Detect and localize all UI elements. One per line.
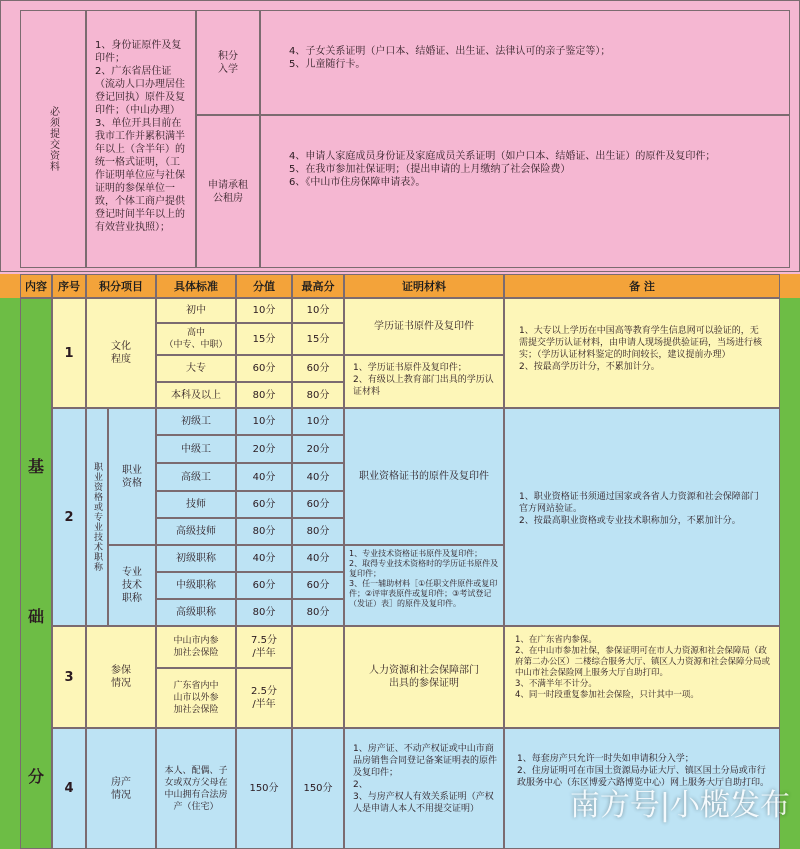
- row2-item: 职业资格或专业技术职称: [86, 408, 108, 626]
- row1-standard-2: 大专: [156, 355, 236, 382]
- row2-standard-1: 中级工: [156, 435, 236, 463]
- row3-note: 1、在广东省内参保。 2、在中山市参加社保，参保证明可在市人力资源和社会保障局（政府第二办公区）二楼综合服务大厅、镇区人力资源和社会保障分局或中山市社会保险网上服务大厅自助打印。 3、不满半年不计分。 4、同一时段重复参加社会保险，只计其中一项。: [504, 626, 780, 728]
- row2-score-1: 20分: [236, 435, 292, 463]
- row3-number: 3: [52, 626, 86, 728]
- header-max: 最高分: [292, 274, 344, 298]
- basic-label-2: 础: [27, 606, 44, 626]
- row2-note: 1、职业资格证书须通过国家或各省人力资源和社会保障部门官方网站验证。 2、按最高职业资格或专业技术职称加分，不累加计分。: [504, 408, 780, 626]
- row4-standard: 本人、配偶、子女或双方父母在中山拥有合法房产（住宅）: [156, 728, 236, 849]
- row4-proof: 1、房产证、不动产权证或中山市商品房销售合同登记备案证明表的原件及复印件； 2、 3、与房产权人有效关系证明（产权人是申请人本人不用提交证明）: [344, 728, 504, 849]
- header-item: 积分项目: [86, 274, 156, 298]
- basic-label-1: 基: [27, 456, 44, 476]
- row2-max-6: 60分: [292, 572, 344, 599]
- row2-standard-6: 中级职称: [156, 572, 236, 599]
- row1-item: 文化 程度: [86, 298, 156, 408]
- row3-max-empty: [292, 626, 344, 728]
- row2-score-2: 40分: [236, 463, 292, 491]
- row1-proof-2: 1、学历证书原件及复印件； 2、有级以上教育部门出具的学历认证材料: [344, 355, 504, 408]
- row1-score-2: 60分: [236, 355, 292, 382]
- row2-score-4: 80分: [236, 518, 292, 545]
- public-housing-materials: 4、申请人家庭成员身份证及家庭成员关系证明（如户口本、结婚证、出生证）的原件及复印件； 5、在我市参加社保证明；（提出申请的上月缴纳了社会保险费） 6、《中山市住房保障申请表》。: [260, 115, 790, 268]
- row2-max-2: 40分: [292, 463, 344, 491]
- row4-note: 1、每套房产只允许一时失如申请积分入学； 2、住房证明可在市国土资源局办证大厅、镇区国土分局或市行政服务中心（东区博爱六路博览中心）网上服务大厅自助打印。: [504, 728, 780, 849]
- row1-number: 1: [52, 298, 86, 408]
- watermark: 南方号|小榄发布: [569, 788, 790, 823]
- row2-sub-vocational: 职业 资格: [108, 408, 156, 545]
- row2-score-6: 60分: [236, 572, 292, 599]
- row2-max-3: 60分: [292, 491, 344, 518]
- basic-label-3: 分: [27, 766, 44, 786]
- row1-note: 1、大专以上学历在中国高等教育学生信息网可以验证的，无需提交学历认证材料，由申请人现场提供验证码，当场进行核实；（学历认证材料鉴定的时间较长，建议提前办理） 2、按最高学历计分，不累加计分。: [504, 298, 780, 408]
- row2-max-0: 10分: [292, 408, 344, 435]
- row2-max-5: 40分: [292, 545, 344, 572]
- row2-standard-0: 初级工: [156, 408, 236, 435]
- row4-item: 房产 情况: [86, 728, 156, 849]
- row3-item: 参保 情况: [86, 626, 156, 728]
- row2-score-0: 10分: [236, 408, 292, 435]
- header-notes: 备 注: [504, 274, 780, 298]
- header-number: 序号: [52, 274, 86, 298]
- row1-max-2: 60分: [292, 355, 344, 382]
- row1-score-3: 80分: [236, 382, 292, 408]
- row3-score-0: 7.5分 /半年: [236, 626, 292, 668]
- row2-standard-3: 技师: [156, 491, 236, 518]
- header-content: 内容: [20, 274, 52, 298]
- school-admission-label: 积分 入学: [196, 10, 260, 115]
- header-score: 分值: [236, 274, 292, 298]
- row1-max-3: 80分: [292, 382, 344, 408]
- row1-standard-1: 高中 （中专、中职）: [156, 323, 236, 355]
- row2-max-1: 20分: [292, 435, 344, 463]
- row3-standard-1: 广东省内中 山市以外参 加社会保险: [156, 668, 236, 728]
- header-standard: 具体标准: [156, 274, 236, 298]
- row3-proof: 人力资源和社会保障部门 出具的参保证明: [344, 626, 504, 728]
- row1-max-1: 15分: [292, 323, 344, 355]
- row3-score-1: 2.5分 /半年: [236, 668, 292, 728]
- left-border: [0, 298, 20, 849]
- row2-sub-professional: 专业 技术 职称: [108, 545, 156, 626]
- row2-standard-2: 高级工: [156, 463, 236, 491]
- row2-score-7: 80分: [236, 599, 292, 626]
- row2-max-7: 80分: [292, 599, 344, 626]
- row2-number: 2: [52, 408, 86, 626]
- row1-max-0: 10分: [292, 298, 344, 323]
- row2-score-3: 60分: [236, 491, 292, 518]
- row2-standard-4: 高级技师: [156, 518, 236, 545]
- header-proof: 证明材料: [344, 274, 504, 298]
- row4-number: 4: [52, 728, 86, 849]
- required-materials-label: 必须提交资料: [20, 10, 86, 268]
- row1-score-0: 10分: [236, 298, 292, 323]
- row3-standard-0: 中山市内参 加社会保险: [156, 626, 236, 668]
- row2-score-5: 40分: [236, 545, 292, 572]
- row2-standard-5: 初级职称: [156, 545, 236, 572]
- row2-proof-2: 1、专业技术资格证书原件及复印件； 2、取得专业技术资格时的学历证书原件及复印件； 3、任一辅助材料［①任职文件原件或复印件；②评审表原件或复印件；③考试登记（发证）表］的原件及复印件。: [344, 545, 504, 626]
- row1-proof-1: 学历证书原件及复印件: [344, 298, 504, 355]
- row1-standard-0: 初中: [156, 298, 236, 323]
- school-admission-materials: 4、子女关系证明（户口本、结婚证、出生证、法律认可的亲子鉴定等）； 5、儿童随行卡。: [260, 10, 790, 115]
- row4-score: 150分: [236, 728, 292, 849]
- row1-standard-3: 本科及以上: [156, 382, 236, 408]
- row2-proof-1: 职业资格证书的原件及复印件: [344, 408, 504, 545]
- row4-max: 150分: [292, 728, 344, 849]
- row2-standard-7: 高级职称: [156, 599, 236, 626]
- public-housing-label: 申请承租 公租房: [196, 115, 260, 268]
- right-border: [780, 298, 800, 849]
- row2-max-4: 80分: [292, 518, 344, 545]
- row1-score-1: 15分: [236, 323, 292, 355]
- common-materials-list: 1、身份证原件及复印件； 2、广东省居住证（流动人口办理居住登记回执）原件及复印件；（中山办理） 3、单位开具目前在我市工作并累积满半年以上（含半年）的统一格式证明，（工作证明单位应与社保证明的参保单位一致，个体工商户提供登记时间半年以上的有效营业执照）；: [86, 10, 196, 268]
